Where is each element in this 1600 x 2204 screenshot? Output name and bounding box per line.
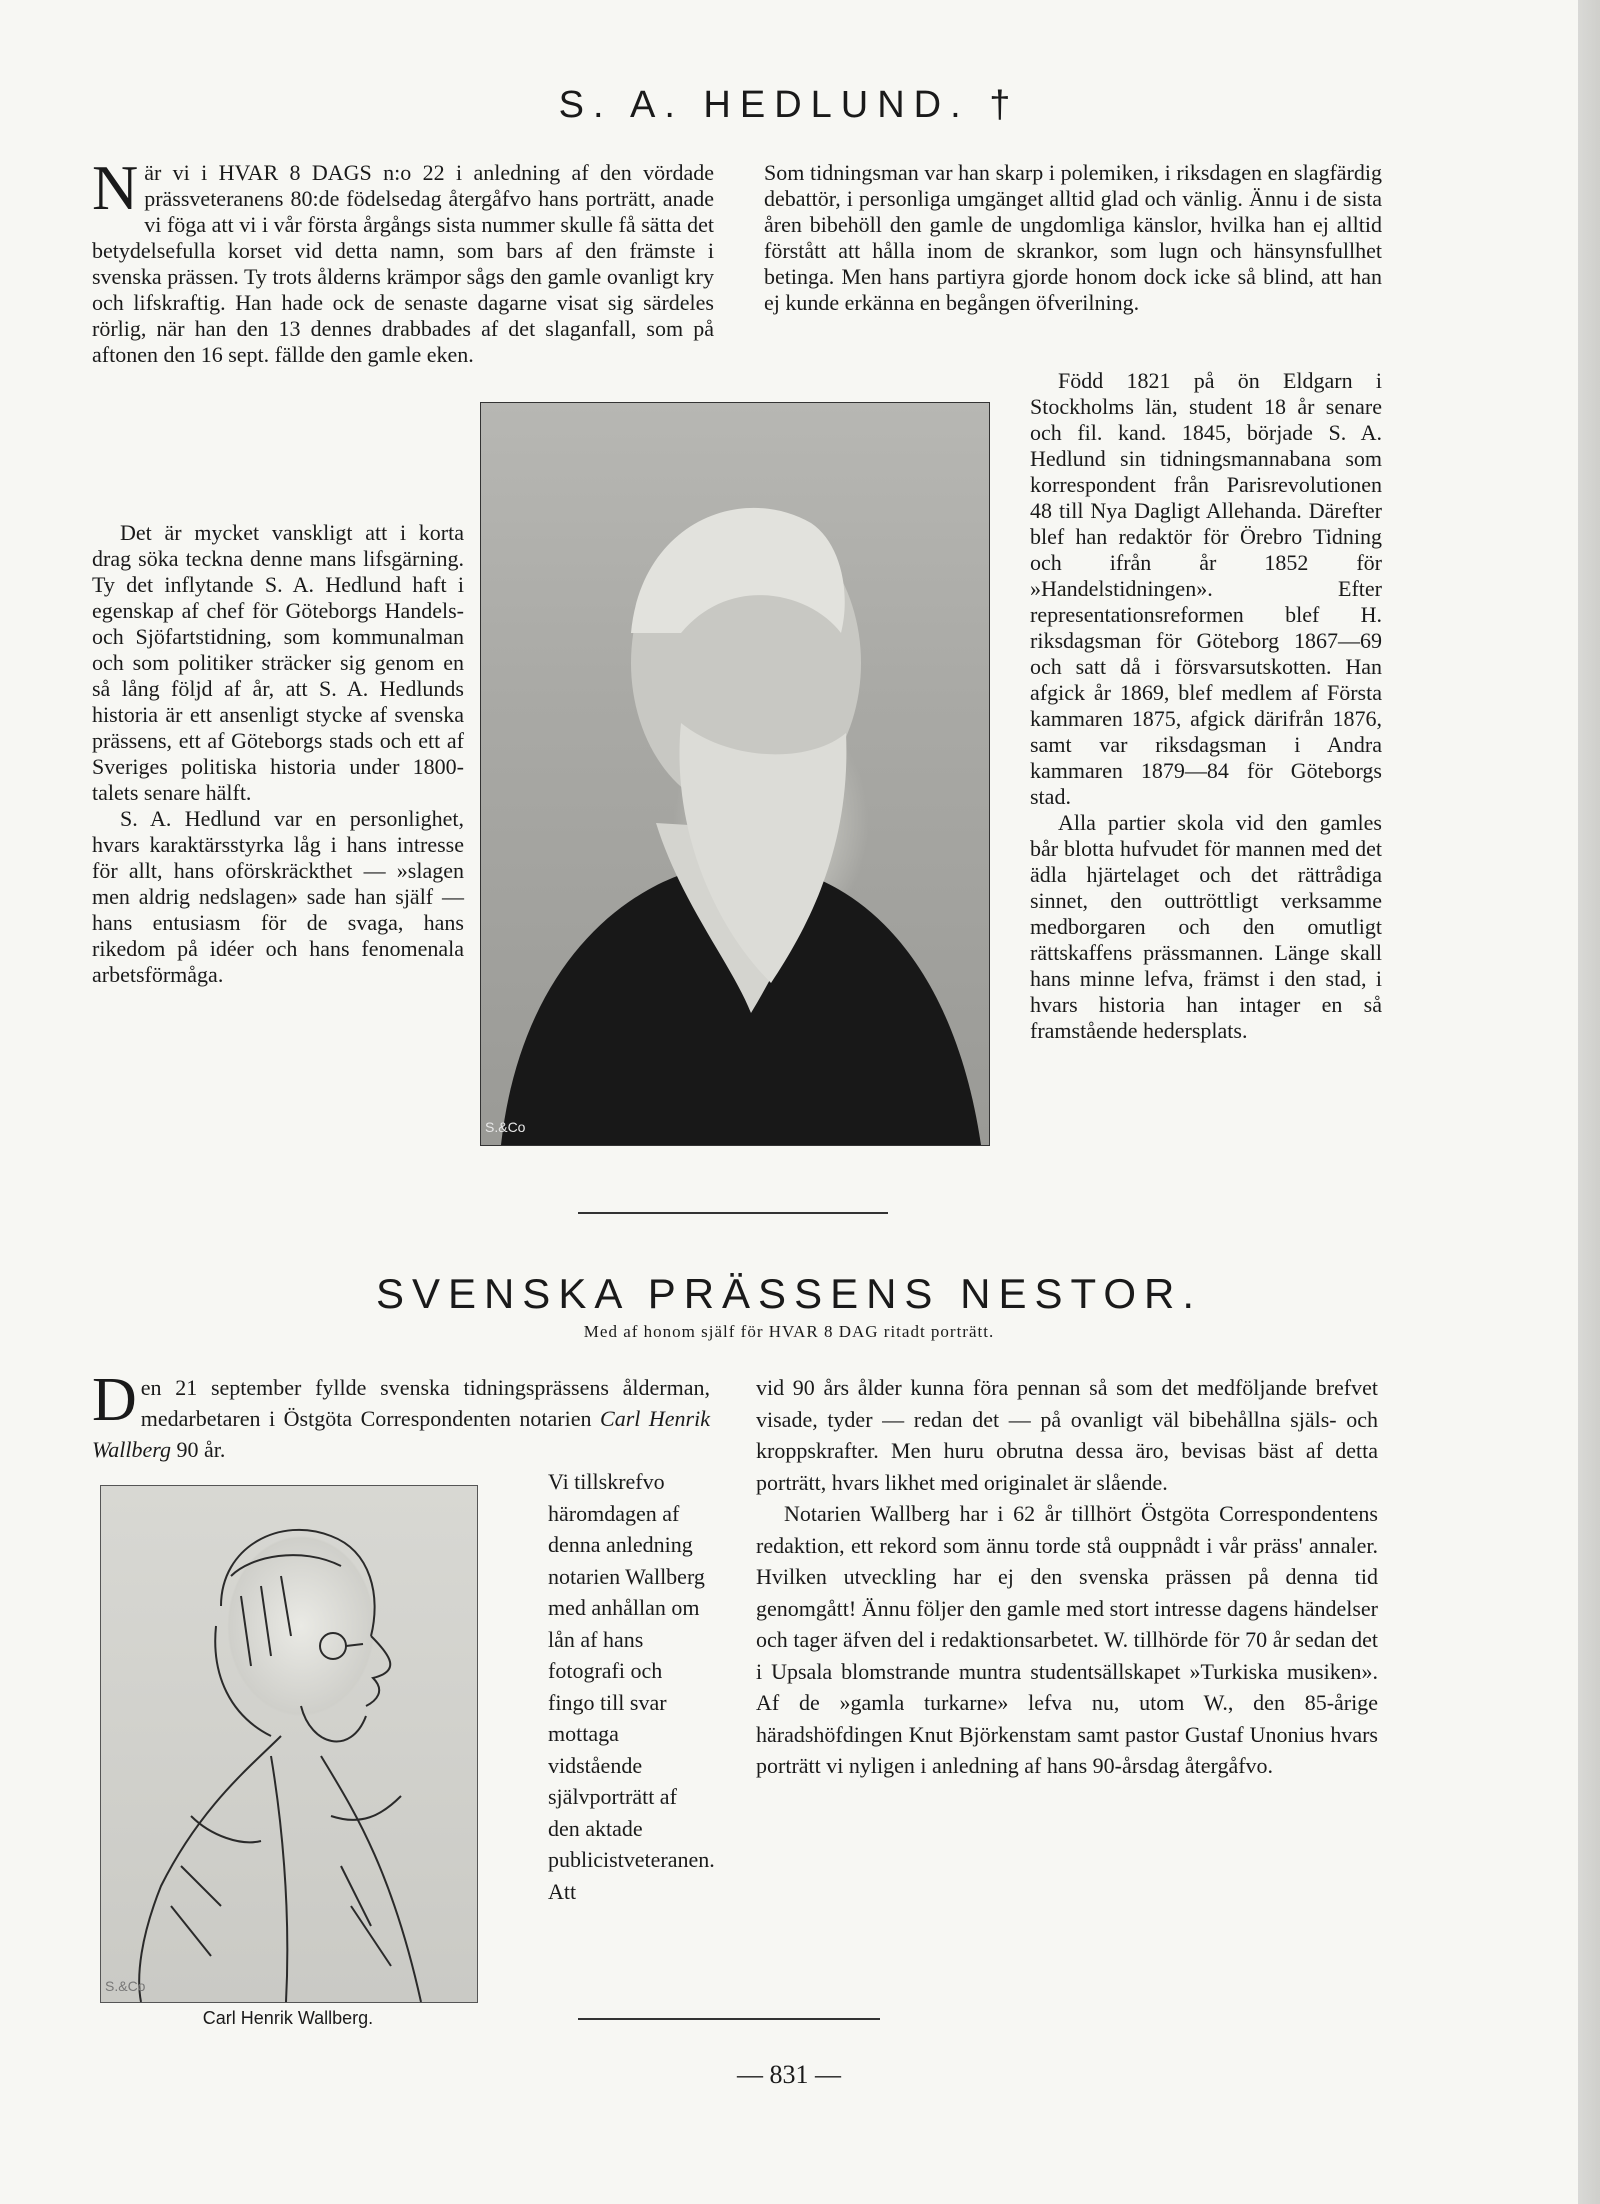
- sketch-watermark: S.&Co: [105, 1978, 146, 1994]
- article1-paragraph-5: Född 1821 på ön Eldgarn i Stockholms län, student 18 år senare och fil. kand. 1845, började S. A. Hedlund sin tidningsmannabana som korrespondent från Parisrevolutionen 48 till Nya Dagligt Allehanda. Därefter blef han redaktör för Örebro Tidning och ifrån år 1852 för »Handelstidningen». Efter representationsreformen blef H. riksdagsman för Göteborg 1867—69 och satt då i försvarsutskotten. Han afgick år 1869, blef medlem af Första kammaren 1875, afgick därifrån 1876, samt var riksdagsman i Andra kammaren 1879—84 för Göteborgs stad.: [1030, 368, 1382, 809]
- dropcap-d: D: [92, 1366, 137, 1434]
- article2-intro-end: 90 år.: [171, 1437, 226, 1462]
- self-portrait-sketch-wallberg: [100, 1485, 478, 2003]
- page-edge: [1578, 0, 1600, 2204]
- sketch-caption: Carl Henrik Wallberg.: [202, 2008, 374, 2028]
- article2-intro: en 21 september fyllde svenska tidningsprässens ålderman, medarbetaren i Östgöta Correspondenten notarien: [140, 1375, 710, 1431]
- article1-paragraph-4: Som tidningsman var han skarp i polemiken, i riksdagen en slagfärdig debattör, i personliga umgänget alltid glad och vänlig. Ännu i de sista åren bibehöll den gamle de ungdomliga känslor, hvilka han ej alltid förstått att hålla inom de skrankor, som lugn och hänsynsfullhet betinga. Men hans partiyra gjorde honom dock icke så blind, att han ej kunde erkänna en begången öfverilning.: [764, 160, 1382, 315]
- bottom-divider: [578, 2018, 880, 2020]
- sketch-drawing: [101, 1486, 477, 2002]
- article2-paragraph-1: vid 90 års ålder kunna föra pennan så som det medföljande brefvet visade, tyder — redan det — på ovanligt väl bibehållna själs- och kroppskrafter. Men huru obrutna dessa äro, bevisas bäst af detta porträtt, hvars likhet med originalet är slående.: [756, 1375, 1378, 1495]
- article1-paragraph-3: S. A. Hedlund var en personlighet, hvars karaktärsstyrka låg i hans intresse för allt, hans oförskräckthet — »slagen men aldrig nedslagen» sade han själf — hans entusiasm för de svaga, hans rikedom på idéer och hans fenomenala arbetsförmåga.: [92, 806, 464, 987]
- article2-column-narrow: [548, 1466, 715, 1907]
- article-title-hedlund: S. A. HEDLUND. †: [558, 84, 1020, 126]
- article2-paragraph-2: Notarien Wallberg har i 62 år tillhört Östgöta Correspondentens redaktion, ett rekord som ännu torde stå ouppnådt i vår präss' annaler. Hvilken utveckling har ej den svenska prässen på denna tid genomgått! Ännu följer den gamle med stort intresse dagens händelser och tager äfven del i redaktionsarbetet. W. tillhörde för 70 år sedan det i Upsala blomstrande muntra studentsällskapet »Turkiska musiken». Af de »gamla turkarne» lefva nu, utom W., den 85-årige häradshöfdingen Knut Björkenstam samt pastor Gustaf Unonius hvars porträtt vi nyligen i anledning af hans 90-årsdag återgåfvo.: [756, 1501, 1378, 1778]
- article1-paragraph-6: Alla partier skola vid den gamles bår blotta hufvudet för mannen med det ädla hjärtelaget och det rättrådiga sinnet, den outtröttligt verksamme medborgaren och den omutligt rättskaffens prässmannen. Länge skall hans minne lefva, främst i den stad, i hvars historia han intager en så framstående hedersplats.: [1030, 810, 1382, 1043]
- article2-column-right: [756, 1372, 1378, 1782]
- article1-column-right-bottom: [1030, 368, 1382, 1044]
- article2-narrow-text: Vi tillskrefvo häromdagen af denna anledning notarien Wallberg med anhållan om lån af hans fotografi och fingo till svar mottaga vidstående självporträtt af den aktade publicistveteranen. Att: [548, 1469, 715, 1904]
- article1-column-left-bottom: [92, 520, 464, 988]
- portrait-photo-hedlund: [480, 402, 990, 1146]
- article1-column-left-top: [92, 152, 714, 368]
- article2-column-left-top: [92, 1366, 710, 1465]
- portrait-figure: [481, 403, 989, 1145]
- page-number: — 831 —: [737, 2060, 841, 2089]
- article2-subject-name: Carl Henrik Wallberg: [92, 1406, 710, 1462]
- dropcap-n: N: [92, 152, 139, 223]
- article1-column-right-top: [764, 160, 1382, 316]
- section-divider: [578, 1212, 888, 1214]
- article-subtitle: Med af honom själf för HVAR 8 DAG ritadt porträtt.: [583, 1322, 995, 1341]
- photo-watermark: S.&Co: [485, 1119, 526, 1135]
- article1-paragraph-1: är vi i HVAR 8 DAGS n:o 22 i anledning af den vördade prässveteranens 80:de födelsedag återgåfvo hans porträtt, anade vi föga att vi i vår första årgångs sista nummer skulle få sätta det betydelsefulla korset vid detta namn, som bars af den främste i svenska prässen. Ty trots ålderns krämpor sågs den gamle ovanligt kry och lifskraftig. Han hade ock de senaste dagarne visat sig särdeles rörlig, när han den 13 dennes drabbades af det slaganfall, som på aftonen den 16 sept. fällde den gamle eken.: [92, 160, 714, 367]
- article1-paragraph-2: Det är mycket vanskligt att i korta drag söka teckna denne mans lifsgärning. Ty det inflytande S. A. Hedlund haft i egenskap af chef för Göteborgs Handels- och Sjöfartstidning, som kommunalman och som politiker sträcker sig genom en så lång följd af år, att S. A. Hedlunds historia är ett ansenligt stycke af svenska prässens, ett af Göteborgs stads och ett af Sveriges politiska historia under 1800-talets senare hälft.: [92, 520, 464, 805]
- article-title-nestor: SVENSKA PRÄSSENS NESTOR.: [375, 1270, 1203, 1317]
